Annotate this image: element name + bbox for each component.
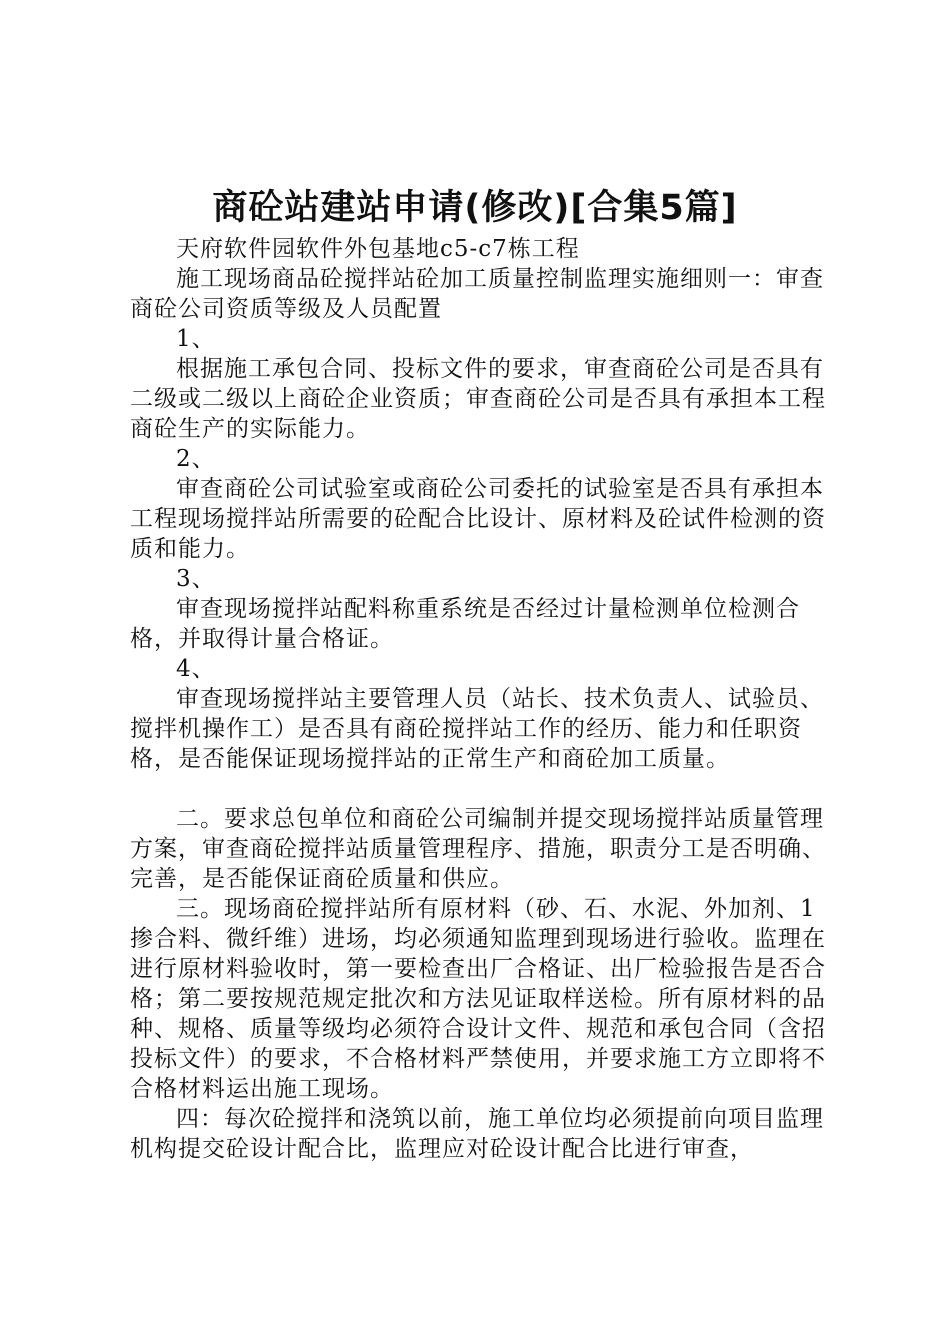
section-4-paragraph: 四：每次砼搅拌和浇筑以前，施工单位均必须提前向项目监理机构提交砼设计配合比，监理应对砼设计配合比进行审查， bbox=[130, 1106, 824, 1162]
item-2-paragraph: 审查商砼公司试验室或商砼公司委托的试验室是否具有承担本工程现场搅拌站所需要的砼配合比设计、原材料及砼试件检测的资质和能力。 bbox=[130, 476, 826, 562]
paragraph-spacer bbox=[130, 774, 830, 804]
document-title: 商砼站建站申请(修改)[合集5篇] bbox=[212, 188, 738, 228]
item-4-paragraph: 审查现场搅拌站主要管理人员（站长、技术负责人、试验员、搅拌机操作工）是否具有商砼搅拌站工作的经历、能力和任职资格，是否能保证现场搅拌站的正常生产和商砼加工质量。 bbox=[130, 686, 824, 772]
project-name-paragraph: 天府软件园软件外包基地c5-c7栋工程 bbox=[176, 236, 580, 262]
item-3-paragraph: 审查现场搅拌站配料称重系统是否经过计量检测单位检测合格，并取得计量合格证。 bbox=[130, 596, 800, 652]
item-number-3: 3、 bbox=[176, 566, 216, 592]
item-1-paragraph: 根据施工承包合同、投标文件的要求，审查商砼公司是否具有二级或二级以上商砼企业资质；审查商砼公司是否具有承担本工程商砼生产的实际能力。 bbox=[130, 356, 826, 442]
section-2-paragraph: 二。要求总包单位和商砼公司编制并提交现场搅拌站质量管理方案，审查商砼搅拌站质量管理程序、措施，职责分工是否明确、完善，是否能保证商砼质量和供应。 bbox=[130, 806, 826, 892]
item-number-2: 2、 bbox=[176, 446, 216, 472]
item-number-1: 1、 bbox=[176, 326, 216, 352]
section-3-paragraph: 三。现场商砼搅拌站所有原材料（砂、石、水泥、外加剂、1掺合料、微纤维）进场，均必须通知监理到现场进行验收。监理在进行原材料验收时，第一要检查出厂合格证、出厂检验报告是否合格；第二要按规范规定批次和方法见证取样送检。所有原材料的品种、规格、质量等级均必须符合设计文件、规范和承包合同（含招投标文件）的要求，不合格材料严禁使用，并要求施工方立即将不合格材料运出施工现场。 bbox=[130, 896, 826, 1102]
document-body bbox=[130, 234, 830, 1164]
intro-paragraph: 施工现场商品砼搅拌站砼加工质量控制监理实施细则一：审查商砼公司资质等级及人员配置 bbox=[130, 266, 824, 322]
item-number-4: 4、 bbox=[176, 656, 216, 682]
